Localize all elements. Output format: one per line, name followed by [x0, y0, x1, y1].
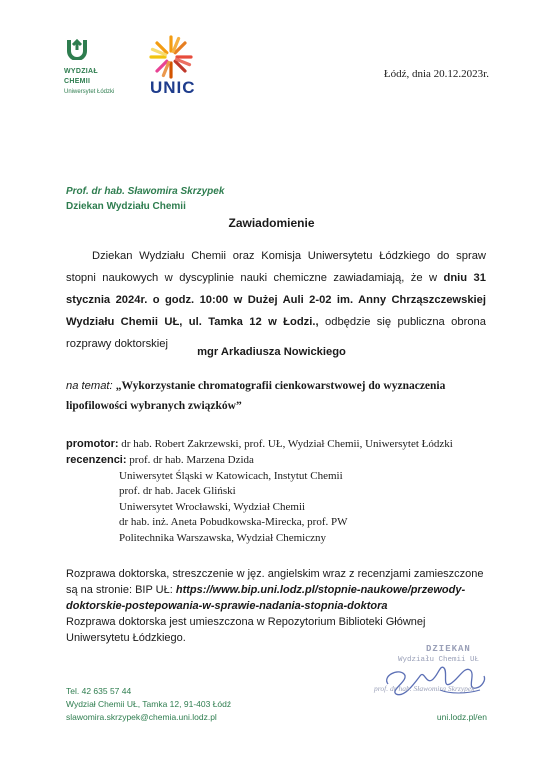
signature-icon — [380, 654, 490, 700]
reviewer-3-name: dr hab. inż. Aneta Pobudkowska-Mirecka, prof. PW — [119, 516, 348, 528]
sender-role: Dziekan Wydziału Chemii — [66, 201, 186, 212]
document-title: Zawiadomienie — [228, 216, 315, 230]
topic-text: „Wykorzystanie chromatografii cienkowarstwowej do wyznaczenia lipofilowości wybranych związków” — [66, 380, 446, 412]
unic-logo-text: UNIC — [150, 78, 196, 97]
footer-email[interactable]: slawomira.skrzypek@chemia.uni.lodz.pl — [66, 712, 217, 722]
stamp-unit: Wydziału Chemii UŁ — [398, 656, 480, 664]
reviewer-1-affiliation: Uniwersytet Śląski w Katowicach, Instytut Chemii — [119, 469, 343, 482]
promotor-value: dr hab. Robert Zakrzewski, prof. UŁ, Wydział Chemii, Uniwersytet Łódzki — [118, 438, 453, 450]
closing-text: Rozprawa doktorska, streszczenie w jęz. angielskim wraz z recenzjami zamieszczone są na stronie: BIP UŁ: — [66, 568, 484, 596]
reviewer-2-affiliation: Uniwersytet Wrocławski, Wydział Chemii — [119, 500, 306, 513]
promotor-line — [66, 438, 453, 450]
bip-link[interactable]: https://www.bip.uni.lodz.pl/stopnie-naukowe/przewody-doktorskie-postepowania-w-sprawie-nadania-stopnia-doktora — [66, 584, 466, 612]
sender-name: Prof. dr hab. Sławomira Skrzypek — [66, 186, 225, 197]
stamp-signatory: prof. dr hab. Sławomira Skrzypek — [374, 684, 475, 693]
stamp-title: DZIEKAN — [426, 644, 471, 654]
faculty-logo-line2: CHEMII — [64, 78, 91, 85]
intro-text-1: Dziekan Wydziału Chemii oraz Komisja Uniwersytetu Łódzkiego do spraw stopni naukowych w dyscyplinie nauki chemiczne zawiadamiają, że w — [66, 250, 486, 284]
intro-paragraph — [66, 245, 486, 355]
reviewer-3-affiliation: Politechnika Warszawska, Wydział Chemiczny — [119, 531, 326, 544]
intro-date-location: dniu 31 stycznia 2024r. o godz. 10:00 w Dużej Auli 2-02 im. Anny Chrząszczewskiej Wydziału Chemii UŁ, ul. Tamka 12 w Łodzi., — [66, 272, 486, 328]
faculty-logo-line3: Uniwersytet Łódzki — [64, 89, 115, 95]
closing-paragraph-2: Rozprawa doktorska jest umieszczona w Repozytorium Biblioteki Głównej Uniwersytetu Łódzkiego. — [66, 616, 426, 644]
faculty-logo-icon — [66, 38, 88, 60]
footer-phone: Tel. 42 635 57 44 — [66, 686, 132, 696]
reviewer-1-name: prof. dr hab. Marzena Dzida — [126, 454, 254, 466]
unic-logo — [140, 34, 210, 98]
footer-address: Wydział Chemii UŁ, Tamka 12, 91-403 Łódź — [66, 699, 232, 709]
closing-paragraph-1 — [66, 566, 486, 614]
topic-paragraph — [66, 376, 486, 416]
reviewers-label: recenzenci: — [66, 454, 127, 466]
reviewer-2-name: prof. dr hab. Jacek Gliński — [119, 485, 236, 497]
candidate-name: mgr Arkadiusza Nowickiego — [197, 346, 346, 358]
date-line: Łódź, dnia 20.12.2023r. — [383, 68, 489, 80]
promotor-label: promotor: — [66, 438, 119, 450]
faculty-logo — [60, 38, 130, 98]
reviewer-line — [66, 453, 348, 469]
faculty-logo-line1: WYDZIAŁ — [64, 68, 98, 75]
topic-label: na temat: — [66, 380, 113, 392]
reviewers-block — [66, 453, 348, 546]
unic-star-icon — [146, 34, 196, 80]
intro-text-3: odbędzie się publiczna obrona rozprawy doktorskiej — [66, 316, 487, 350]
footer-website[interactable]: uni.lodz.pl/en — [436, 712, 487, 722]
